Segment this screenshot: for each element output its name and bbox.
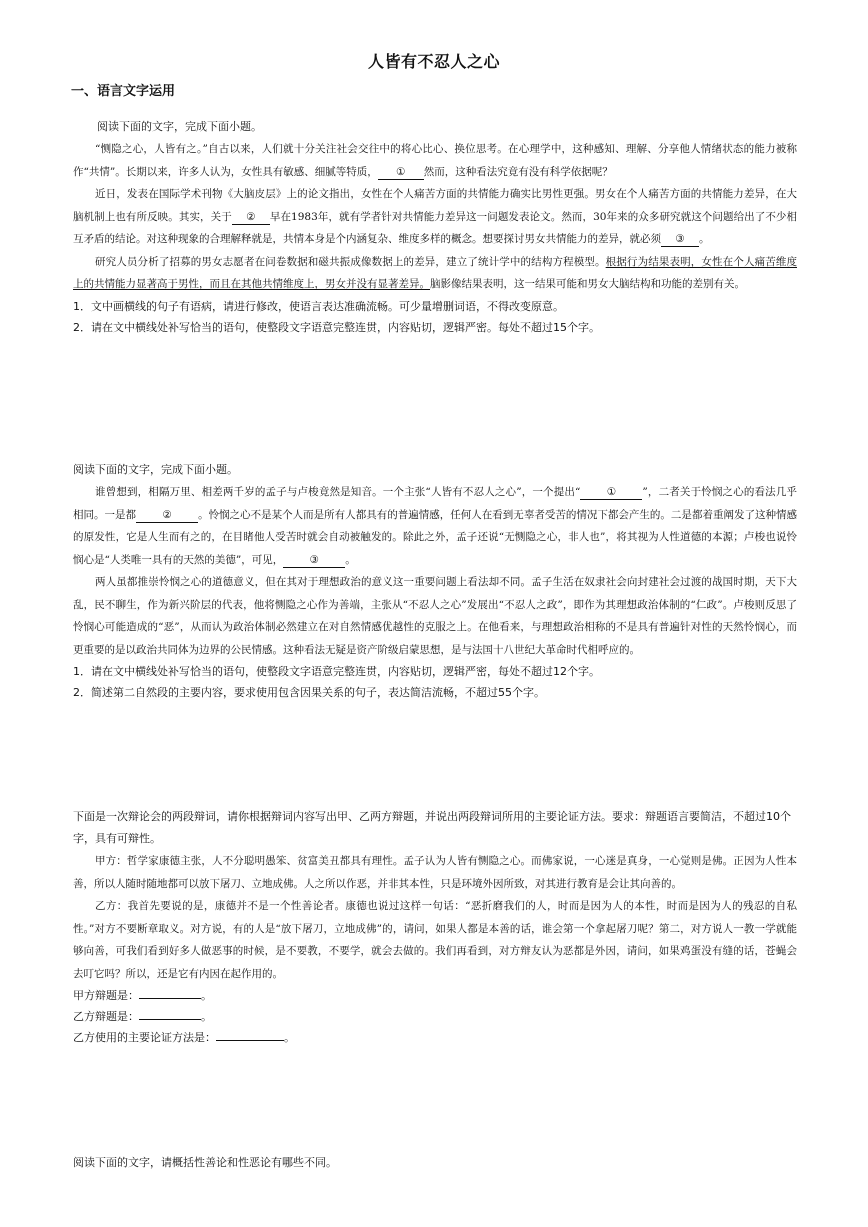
- text-run: 脑影像结果表明，这一结果可能和男女大脑结构和功能的差别有关。: [430, 278, 745, 290]
- answer-label: 乙方辩题是：: [73, 1010, 139, 1023]
- answer-blank-3[interactable]: [216, 1040, 284, 1041]
- answer-line-1: [73, 985, 797, 1006]
- text-run: 。: [201, 1010, 212, 1023]
- passage-2-paragraph-1: [73, 481, 797, 571]
- answer-blank-1[interactable]: [139, 998, 201, 999]
- passage-1-paragraph-2: [73, 183, 797, 251]
- text-run: 。: [345, 553, 356, 566]
- blank-1: ①: [378, 165, 424, 180]
- debate-jia: 甲方：哲学家康德主张，人不分聪明愚笨、贫富美丑都具有理性。孟子认为人皆有恻隐之心。而佛家说，一心迷是真身，一心觉则是佛。正因为人性本善，所以人随时随地都可以放下屠刀、立地成佛。人之所以作恶，并非其本性，只是环境外因所致，对其进行教育是会让其向善的。: [73, 855, 797, 890]
- passage-1-paragraph-1: [73, 138, 797, 183]
- text-run: 谁曾想到，相隔万里、相差两千岁的孟子与卢梭竟然是知音。一个主张“人皆有不忍人之心”，一个提出“: [95, 486, 581, 498]
- text-run: 。: [201, 989, 212, 1002]
- answer-line-2: [73, 1006, 797, 1027]
- passage-2: [73, 459, 797, 703]
- answer-line-3: [73, 1027, 797, 1048]
- passage-4-lead: 阅读下面的文字，请概括性善论和性恶论有哪些不同。: [73, 1156, 337, 1169]
- passage-1: [73, 116, 797, 338]
- answer-blank-2[interactable]: [139, 1019, 201, 1020]
- text-run: 早在1983年，就有学者针对共情能力差异这一问题发表论文。然而，30年来的众多研究就这个问题给出了不少相互矛盾的结论。对这种现象的合理解释就是，共情本身是个内涵复杂、维度多样的概念。想要探讨男女共情能力的差异，就必须: [73, 210, 797, 245]
- blank-2: ②: [232, 210, 270, 225]
- text-run: 研究人员分析了招募的男女志愿者在问卷数据和磁共振成像数据上的差异，建立了统计学中的结构方程模型。: [95, 255, 606, 268]
- answer-label: 甲方辩题是：: [73, 989, 139, 1002]
- passage-3-lead: 下面是一次辩论会的两段辩词，请你根据辩词内容写出甲、乙两方辩题，并说出两段辩词所用的主要论证方法。要求：辩题语言要简洁，不超过10个字，具有可辩性。: [73, 810, 791, 845]
- question-2: 2．简述第二自然段的主要内容，要求使用包含因果关系的句子，表达简洁流畅，不超过55个字。: [73, 686, 545, 699]
- text-run: 。: [699, 233, 710, 245]
- text-run: “恻隐之心，人皆有之。”自古以来，人们就十分关注社会交往中的将心比心、换位思考。在心理学中，这种感知、理解、分享他人情绪状态的能力被称作“共情”。长期以来，许多人认为，女性具有敏感、细腻等特质，: [73, 143, 797, 178]
- debate-yi: 乙方：我首先要说的是，康德并不是一个性善论者。康德也说过这样一句话：“恶折磨我们的人，时而是因为人的本性，时而是因为人的残忍的自私性。”对方不要断章取义。对方说，有的人是“放下屠刀，立地成佛”的，请问，如果人都是本善的话，谁会第一个拿起屠刀呢？第二，对方说人一教一学就能够向善，可我们看到好多人做恶事的时候，是不要教，不要学，就会去做的。我们再看到，对方辩友认为恶都是外因，请问，如果鸡蛋没有缝的话，苍蝇会去叮它吗？所以，还是它有内因在起作用的。: [73, 900, 797, 980]
- question-2: 2．请在文中横线处补写恰当的语句，使整段文字语意完整连贯，内容贴切，逻辑严密。每处不超过15个字。: [73, 320, 600, 334]
- page-title: 人皆有不忍人之心: [367, 52, 500, 71]
- answer-label: 乙方使用的主要论证方法是：: [73, 1031, 216, 1044]
- passage-3: [73, 806, 797, 1048]
- text-run: 。怜悯之心不是某个人而是所有人都具有的普遍情感，任何人在看到无辜者受苦的情况下都会产生的。二是都着重阐发了这种情感的原发性，它是人生而有之的，在目睹他人受苦时就会自动被触发的。除此之外，孟子还说“无恻隐之心，非人也”，将其视为人性道德的本源；卢梭也说怜悯心是“人类唯一具有的天然的美德”，可见，: [73, 508, 798, 566]
- question-1: 1．请在文中横线处补写恰当的语句，使整段文字语意完整连贯，内容贴切，逻辑严密，每处不超过12个字。: [73, 665, 600, 678]
- question-1: 1．文中画横线的句子有语病，请进行修改，使语言表达准确流畅。可少量增删词语，不得改变原意。: [73, 299, 564, 313]
- underlined-sentence: 根据行为结果表明，女性在个人痛苦维度上的共情能力显著高于男性，而且在其他共情维度上，男女并没有显著差异。: [73, 255, 798, 290]
- passage-2-paragraph-2: 两人虽都推崇怜悯之心的道德意义，但在其对于理想政治的意义这一重要问题上看法却不同。孟子生活在奴隶社会向封建社会过渡的战国时期，天下大乱，民不聊生，作为新兴阶层的代表，他将恻隐之心作为善端，主张从“不忍人之心”发展出“不忍人之政”，即作为其理想政治体制的“仁政”。卢梭则反思了怜悯心可能造成的“恶”，从而认为政治体制必然建立在对自然情感优越性的克服之上。在他看来，与理想政治相称的不是具有普遍针对性的天然怜悯心，而更重要的是以政治共同体为边界的公民情感。这种看法无疑是资产阶级启蒙思想，是与法国十八世纪大革命时代相呼应的。: [73, 576, 797, 656]
- blank-2: ②: [136, 508, 198, 523]
- passage-1-lead: 阅读下面的文字，完成下面小题。: [97, 120, 262, 133]
- text-run: 。: [284, 1031, 295, 1044]
- passage-4: [73, 1152, 797, 1174]
- passage-2-lead: 阅读下面的文字，完成下面小题。: [73, 463, 238, 476]
- blank-3: ③: [661, 232, 699, 247]
- text-run: 然而，这种看法究竟有没有科学依据呢？: [423, 165, 613, 178]
- blank-3: ③: [283, 553, 345, 568]
- blank-1: ①: [580, 485, 642, 500]
- passage-1-paragraph-3: [73, 251, 797, 296]
- text-run: 近日，发表在国际学术刊物《大脑皮层》上的论文指出，女性在个人痛苦方面的共情能力确实比男性更强。男女在个人痛苦方面的共情能力差异，在大脑机制上也有所反映。其实，关于: [73, 188, 797, 223]
- text-run: ”，二者关于怜悯之心的看法几乎相同。一是都: [73, 486, 797, 521]
- section-heading: 一、语言文字运用: [71, 84, 176, 99]
